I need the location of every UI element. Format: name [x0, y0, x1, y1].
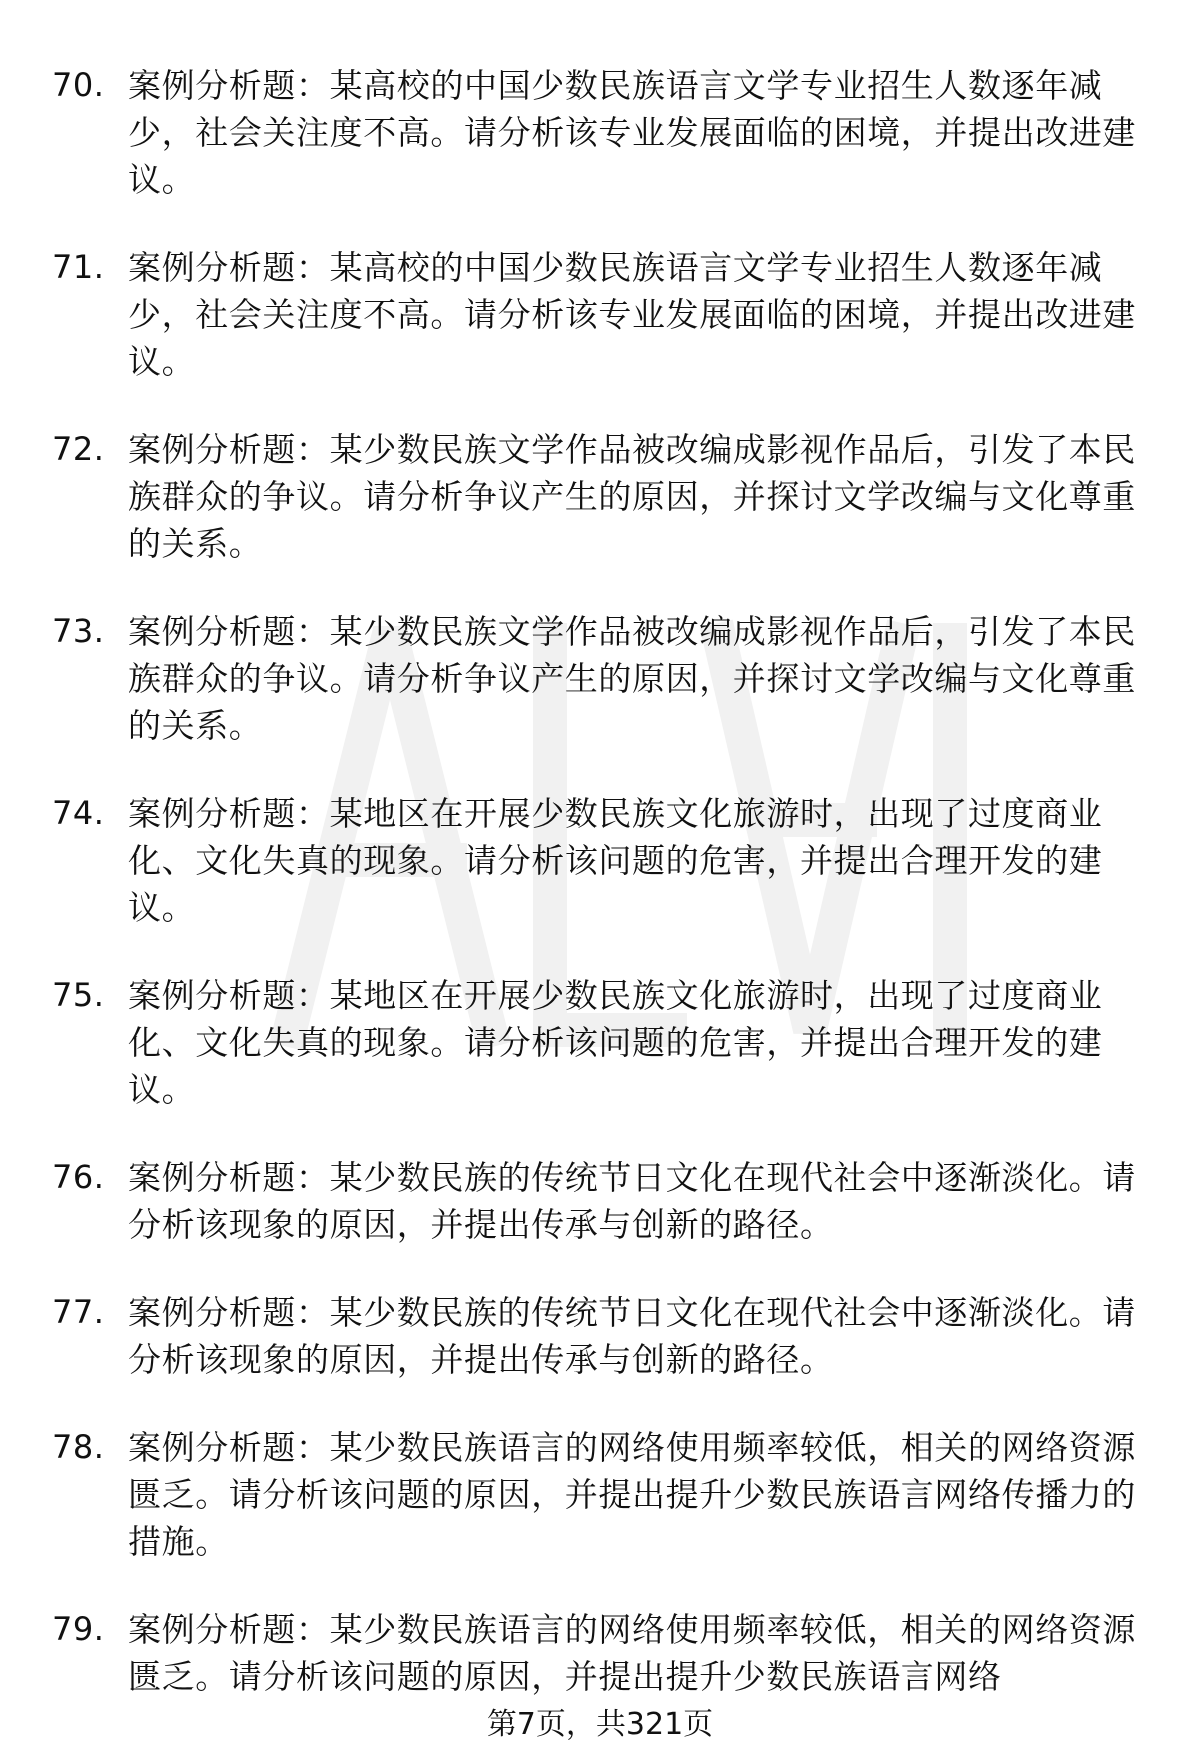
question-item: [0, 426, 1200, 567]
question-text: 案例分析题：某高校的中国少数民族语言文学专业招生人数逐年减少，社会关注度不高。请分析该专业发展面临的困境，并提出改进建议。: [128, 66, 1136, 199]
question-item: [0, 608, 1200, 749]
question-item: [0, 62, 1200, 203]
question-item: [0, 1424, 1200, 1565]
question-number: 78.: [52, 1428, 105, 1466]
question-text: 案例分析题：某少数民族的传统节日文化在现代社会中逐渐淡化。请分析该现象的原因，并提出传承与创新的路径。: [128, 1293, 1136, 1379]
question-number: 79.: [52, 1610, 105, 1648]
question-number: 71.: [52, 248, 105, 286]
question-number: 72.: [52, 430, 105, 468]
question-number: 74.: [52, 794, 105, 832]
question-item: [0, 972, 1200, 1113]
question-item: [0, 1606, 1200, 1700]
question-item: [0, 1289, 1200, 1383]
question-number: 77.: [52, 1293, 105, 1331]
question-text: 案例分析题：某高校的中国少数民族语言文学专业招生人数逐年减少，社会关注度不高。请分析该专业发展面临的困境，并提出改进建议。: [128, 248, 1136, 381]
question-text: 案例分析题：某地区在开展少数民族文化旅游时，出现了过度商业化、文化失真的现象。请分析该问题的危害，并提出合理开发的建议。: [128, 976, 1103, 1109]
question-text: 案例分析题：某少数民族的传统节日文化在现代社会中逐渐淡化。请分析该现象的原因，并提出传承与创新的路径。: [128, 1158, 1136, 1244]
page-footer: 第7页，共321页: [486, 1707, 714, 1742]
question-number: 70.: [52, 66, 105, 104]
question-text: 案例分析题：某少数民族语言的网络使用频率较低，相关的网络资源匮乏。请分析该问题的原因，并提出提升少数民族语言网络传播力的措施。: [128, 1428, 1136, 1561]
question-number: 73.: [52, 612, 105, 650]
question-text: 案例分析题：某地区在开展少数民族文化旅游时，出现了过度商业化、文化失真的现象。请分析该问题的危害，并提出合理开发的建议。: [128, 794, 1103, 927]
question-item: [0, 790, 1200, 931]
question-item: [0, 244, 1200, 385]
question-text: 案例分析题：某少数民族语言的网络使用频率较低，相关的网络资源匮乏。请分析该问题的原因，并提出提升少数民族语言网络: [128, 1610, 1136, 1696]
question-number: 76.: [52, 1158, 105, 1196]
question-text: 案例分析题：某少数民族文学作品被改编成影视作品后，引发了本民族群众的争议。请分析争议产生的原因，并探讨文学改编与文化尊重的关系。: [128, 612, 1136, 745]
question-item: [0, 1154, 1200, 1248]
question-list: [0, 62, 1200, 1741]
question-text: 案例分析题：某少数民族文学作品被改编成影视作品后，引发了本民族群众的争议。请分析争议产生的原因，并探讨文学改编与文化尊重的关系。: [128, 430, 1136, 563]
question-number: 75.: [52, 976, 105, 1014]
